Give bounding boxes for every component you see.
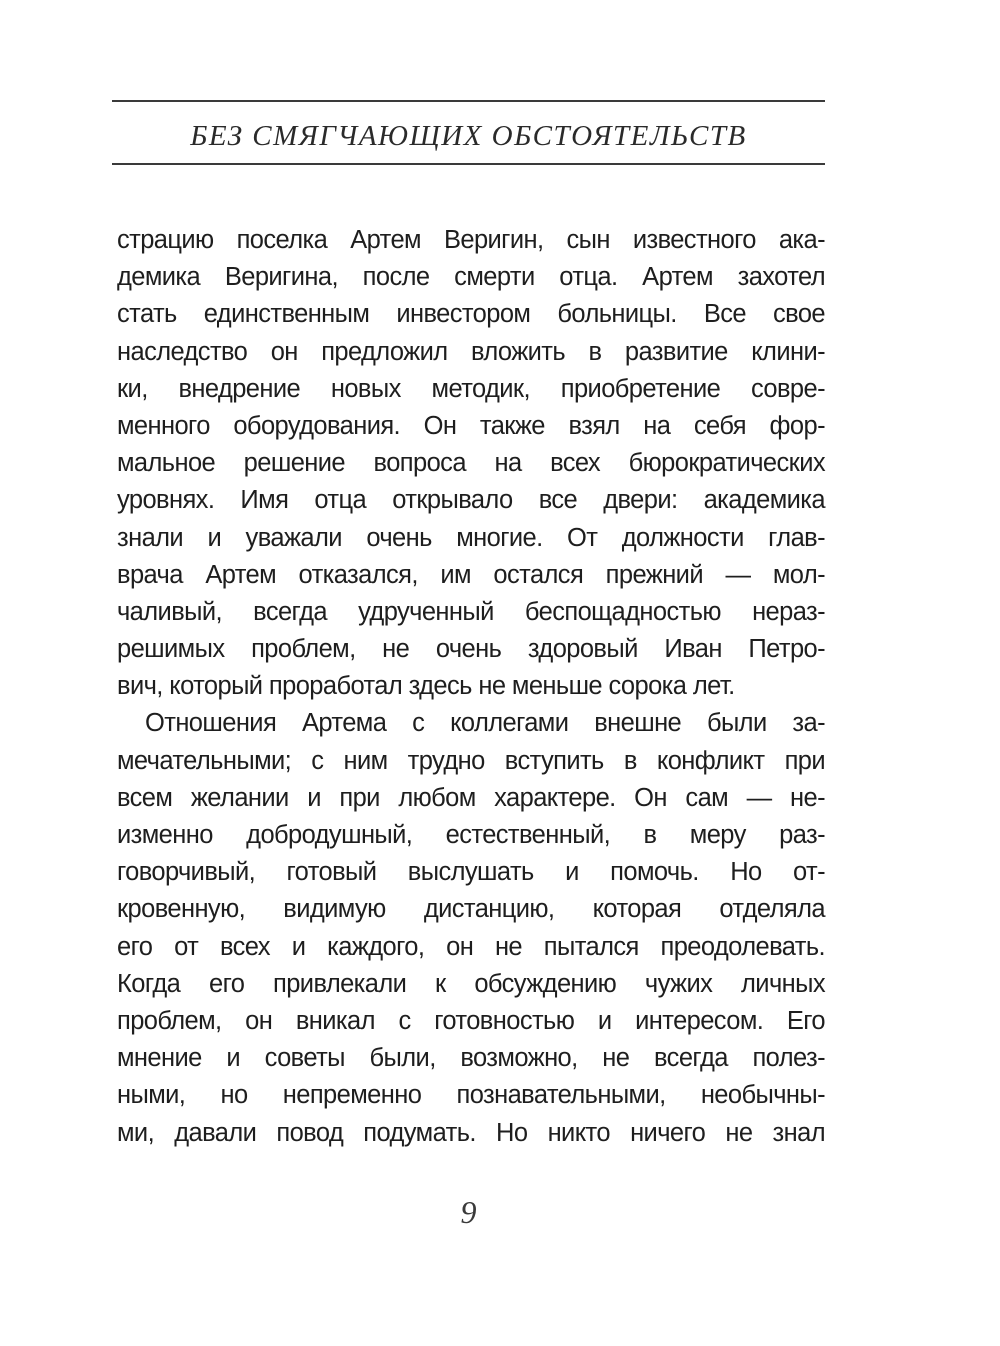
- text-line: страцию поселка Артем Веригин, сын известного ака-: [117, 226, 825, 254]
- running-head-title: БЕЗ СМЯГЧАЮЩИХ ОБСТОЯТЕЛЬСТВ: [190, 120, 747, 152]
- text-line: проблем, он вникал с готовностью и интересом. Его: [117, 1006, 825, 1035]
- text-line: изменно добродушный, естественный, в меру раз-: [117, 821, 825, 849]
- text-line-paragraph-start: Отношения Артема с коллегами внешне были за-: [145, 709, 825, 738]
- text-line: наследство он предложил вложить в развитие клини-: [117, 337, 825, 366]
- text-line: стать единственным инвестором больницы. Все свое: [117, 300, 825, 329]
- header-rule-top: [112, 100, 825, 102]
- text-line: ки, внедрение новых методик, приобретение совре-: [117, 374, 825, 403]
- text-line: мечательными; с ним трудно вступить в конфликт при: [117, 746, 825, 775]
- text-line: ными, но непременно познавательными, необычны-: [117, 1081, 825, 1110]
- text-line: говорчивый, готовый выслушать и помочь. Но от-: [117, 858, 825, 887]
- text-line: мальное решение вопроса на всех бюрократических: [117, 449, 825, 478]
- header-rule-bottom: [112, 163, 825, 165]
- text-line: менного оборудования. Он также взял на себя фор-: [117, 411, 825, 440]
- text-line: его от всех и каждого, он не пытался преодолевать.: [117, 932, 825, 961]
- text-line: ми, давали повод подумать. Но никто ничего не знал: [117, 1118, 825, 1147]
- text-line: знали и уважали очень многие. От должности глав-: [117, 523, 825, 552]
- text-line: чаливый, всегда удрученный беспощадностью нераз-: [117, 597, 825, 626]
- body-text: [117, 222, 825, 1152]
- text-line: мнение и советы были, возможно, не всегда полез-: [117, 1044, 825, 1073]
- text-line: Когда его привлекали к обсуждению чужих личных: [117, 969, 825, 998]
- text-line: кровенную, видимую дистанцию, которая отделяла: [117, 895, 825, 924]
- text-line: уровнях. Имя отца открывало все двери: академика: [117, 486, 825, 515]
- text-line: всем желании и при любом характере. Он сам — не-: [117, 783, 825, 812]
- text-line: решимых проблем, не очень здоровый Иван Петро-: [117, 635, 825, 664]
- page-number: 9: [460, 1194, 477, 1230]
- text-line: врача Артем отказался, им остался прежний — мол-: [117, 560, 825, 589]
- text-line: демика Веригина, после смерти отца. Артем захотел: [117, 263, 825, 292]
- text-line-paragraph-end: вич, который проработал здесь не меньше сорока лет.: [117, 672, 735, 701]
